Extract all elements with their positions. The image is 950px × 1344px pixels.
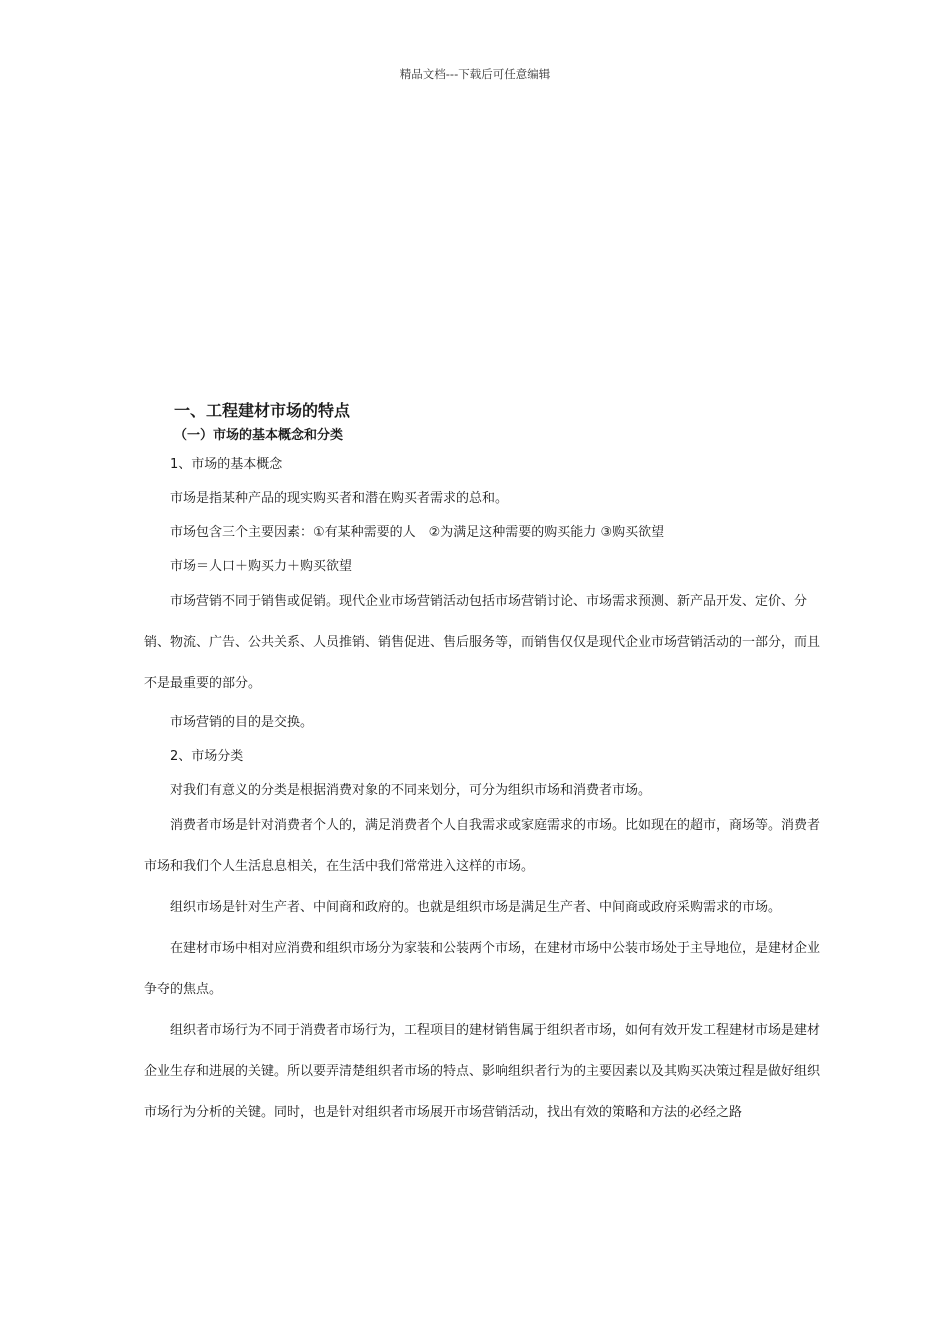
paragraph-12: 组织者市场行为不同于消费者市场行为，工程项目的建材销售属于组织者市场，如何有效开发工程建材市场是建材企业生存和进展的关键。所以要弄清楚组织者市场的特点、影响组织者行为的主要因素以及其购买决策过程是做好组织市场行为分析的关键。同时，也是针对组织者市场展开市场营销活动，找出有效的策略和方法的必经之路 xyxy=(144,1023,821,1120)
paragraph-5: 市场营销不同于销售或促销。现代企业市场营销活动包括市场营销讨论、市场需求预测、新产品开发、定价、分销、物流、广告、公共关系、人员推销、销售促进、售后服务等，而销售仅仅是现代企业市场营销活动的一部分，而且不是最重要的部分。 xyxy=(144,594,821,691)
paragraph-4: 市场＝人口＋购买力＋购买欲望 xyxy=(170,559,353,574)
document-body xyxy=(144,400,824,1133)
paragraph-10: 组织市场是针对生产者、中间商和政府的。也就是组织市场是满足生产者、中间商或政府采购需求的市场。 xyxy=(170,900,782,915)
page-header: 精品文档---下载后可任意编辑 xyxy=(399,67,551,81)
paragraph-7: 2、市场分类 xyxy=(170,749,244,764)
paragraph-11: 在建材市场中相对应消费和组织市场分为家装和公装两个市场，在建材市场中公装市场处于主导地位，是建材企业争夺的焦点。 xyxy=(144,941,821,997)
subsection-heading: （一）市场的基本概念和分类 xyxy=(174,428,344,443)
paragraph-8: 对我们有意义的分类是根据消费对象的不同来划分，可分为组织市场和消费者市场。 xyxy=(170,783,652,798)
section-heading: 一、工程建材市场的特点 xyxy=(174,401,351,420)
paragraph-9: 消费者市场是针对消费者个人的，满足消费者个人自我需求或家庭需求的市场。比如现在的超市，商场等。消费者市场和我们个人生活息息相关，在生活中我们常常进入这样的市场。 xyxy=(144,818,821,874)
paragraph-1: 1、市场的基本概念 xyxy=(170,457,283,472)
paragraph-3: 市场包含三个主要因素：①有某种需要的人 ②为满足这种需要的购买能力 ③购买欲望 xyxy=(170,525,665,540)
paragraph-2: 市场是指某种产品的现实购买者和潜在购买者需求的总和。 xyxy=(170,491,509,506)
paragraph-6: 市场营销的目的是交换。 xyxy=(170,715,314,730)
